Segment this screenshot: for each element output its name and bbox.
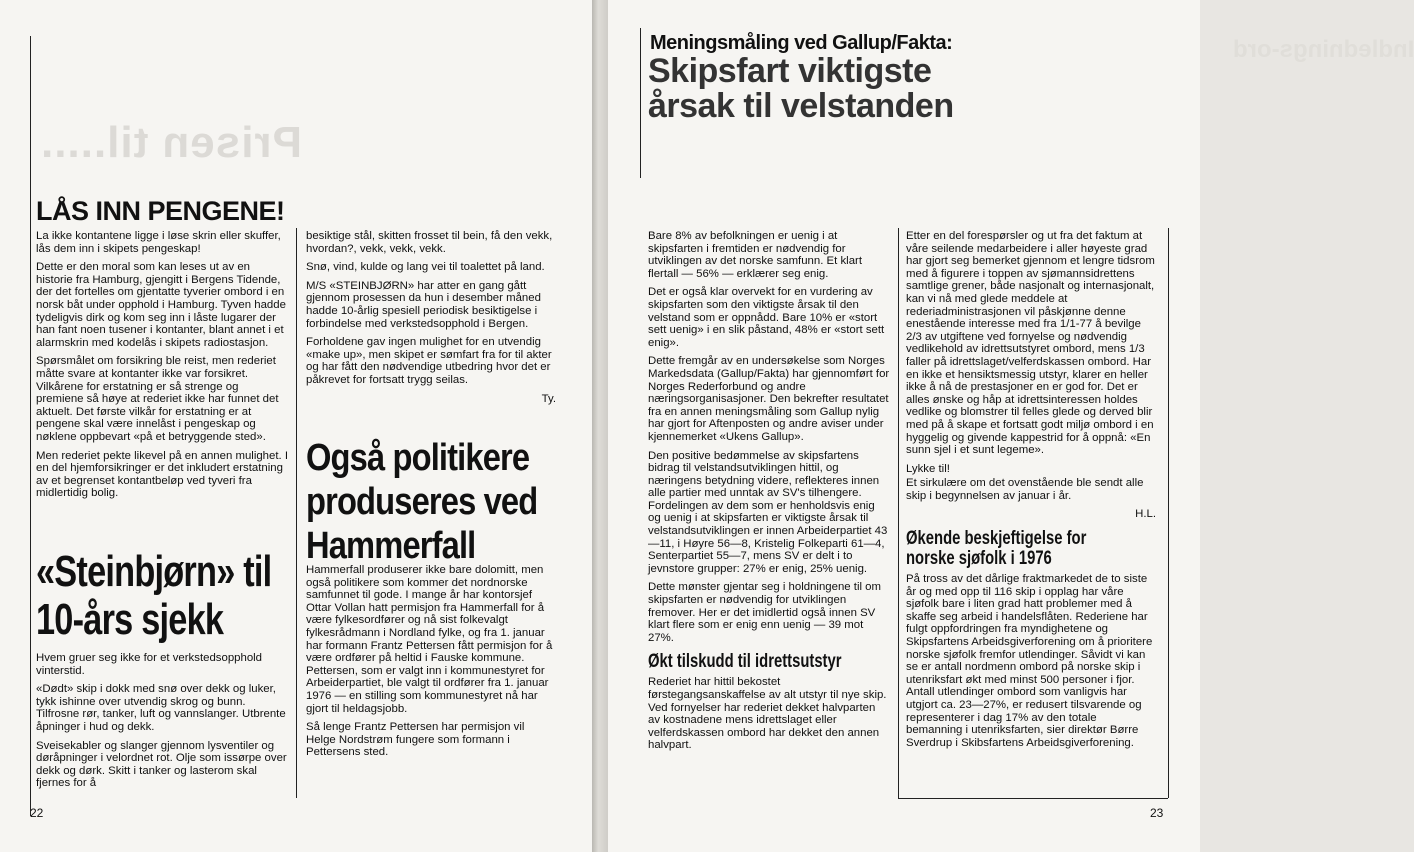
paragraph: Forholdene gav ingen mulighet for en utvendig «make up», men skipet er sømfart fra for til akter og har fått den nødvendige utbedring hvor det er påkrevet for fortsatt trygg seilas.	[306, 336, 552, 386]
signature: H.L.	[1135, 508, 1156, 521]
paragraph: Etter en del forespørsler og ut fra det faktum at våre seilende medarbeidere i aller høyeste grad har gjort seg bemerket gjennom et lengre tidsrom med å figurere i toppen av sjømannsidrettens samtlige grener, både nasjonalt og internasjonalt, kan vi nå med glede meddele at rederiadministrasjonen vil påskjønne denne enestående interesse med fra 1/1-77 å bevilge 2/3 av utgiftene ved fornyelse og nødvendig vedlikehold av idrettsutstyret ombord, mens 1/3 faller på idrettslaget/velferdskassen ombord. Har en ikke et hensiktsmessig utstyr, klarer en heller ikke å nå de prestasjoner en er god for. Det er alles ønske og håp at idrettsinteressen holdes vedlike og blomstrer til felles glede og derved blir med på å skape et fortsatt godt miljø ombord i en hyggelig og givende kappestrid for å oppnå: «En sunn sjel i et sunt legeme».	[906, 230, 1155, 457]
paragraph: La ikke kontantene ligge i løse skrin eller skuffer, lås dem inn i skipets pengeskap!	[36, 230, 281, 255]
headline-okende-beskjeftigelse: Økende beskjeftigelse for norske sjøfolk i 1976	[906, 528, 1087, 570]
paragraph: Hvem gruer seg ikke for et verkstedsopphold vinterstid.	[36, 652, 263, 677]
headline-okt-tilskudd: Økt tilskudd til idrettsutstyr	[648, 651, 842, 673]
show-through-text: Prisen til.....	[40, 118, 302, 167]
headline-las-inn-pengene: LÅS INN PENGENE!	[36, 196, 285, 226]
paragraph: Dette er den moral som kan leses ut av en historie fra Hamburg, gjengitt i Bergens Tidende, der det fortelles om gjentatte tyverier ombord i en norsk båt under opphold i Hamburg. Tyven hadde tydeligvis dirk og kom seg inn i låste lugarer der han fant noen tusener i kontanter, blant annet i et alarmskrin med kodelås i skipets radiostasjon.	[36, 261, 286, 349]
main-headline: Skipsfart viktigste årsak til velstanden	[648, 52, 954, 125]
page-number: 22	[30, 806, 44, 820]
paragraph: besiktige stål, skitten frosset til bein, få den vekk, hvordan?, vekk, vekk, vekk.	[306, 230, 553, 255]
paragraph: Et sirkulære om det ovenstående ble sendt alle skip i begynnelsen av januar i år.	[906, 477, 1144, 502]
paragraph: Dette mønster gjentar seg i holdningene til om skipsfarten er nødvendig for utviklingen fremover. Her er det imidlertid også innen SV klart flere som er enig enn uenig — 39 mot 27%.	[648, 581, 881, 644]
paragraph: Lykke til!	[906, 462, 950, 475]
header-rule	[640, 28, 641, 178]
box-bottom-rule	[898, 798, 1168, 799]
page-number: 23	[1150, 806, 1164, 820]
left-margin-rule	[30, 36, 31, 816]
left-col2b	[306, 564, 556, 765]
signature: Ty.	[541, 392, 556, 405]
paragraph: «Dødt» skip i dokk med snø over dekk og luker, tykk ishinne over utvendig skrog og bunn. Tilfrosne rør, tanker, luft og vannslanger. Utbrente åpninger i hud og dekk.	[36, 683, 286, 733]
left-col2	[306, 230, 556, 411]
headline-ogsa-politikere: Også politikere produseres ved Hammerfall	[306, 437, 538, 567]
paragraph: Men rederiet pekte likevel på en annen mulighet. I en del hjemforsikringer er det inkludert erstatning av et begrenset kontantbeløp ved tyveri fra midlertidig bolig.	[36, 449, 289, 500]
paragraph: Så lenge Frantz Pettersen har permisjon vil Helge Nordstrøm fungere som formann i Pettersens sted.	[306, 721, 525, 759]
paragraph: Snø, vind, kulde og lang vei til toalettet på land.	[306, 261, 545, 274]
left-col1b	[36, 652, 288, 796]
paragraph: På tross av det dårlige fraktmarkedet de to siste år og med opp til 116 skip i opplag har våre sjøfolk bare i liten grad hatt problemer med å skaffe seg arbeid i handelsflåten. Rederiene har fulgt oppfordringen fra myndighetene og Skipsfartens Arbeidsgiverforening om å prioritere norske sjøfolk fremfor utlendinger. Såvidt vi kan se er antall nordmenn ombord på norske skip i utenriksfart økt med minst 500 personer i fjor. Antall utlendinger ombord som vanligvis har utgjort ca. 23—27%, er redusert tilsvarende og representerer i dag 17% av den totale bemanning i utenriksfarten, sier direktør Børre Sverdrup i Skibsfartens Arbeidsgiverforening.	[906, 573, 1153, 749]
right-margin-rule	[1168, 228, 1169, 798]
column-rule	[898, 228, 899, 798]
paragraph: Det er også klar overvekt for en vurdering av skipsfarten som den viktigste årsak til den velstand som er oppnådd. Bare 10% er «stort sett uenig» i en slik påstand, 48% er «stort sett enig».	[648, 286, 885, 349]
paragraph: Spørsmålet om forsikring ble reist, men rederiet måtte svare at kontanter ikke var forsikret. Vilkårene for erstatning er så strenge og premiene så høye at rederiet ikke har funnet det aktuelt. Det første vilkår for erstatning er at pengene skal være innelåst i pengeskap og nøklene oppbevart «på et betryggende sted».	[36, 355, 279, 443]
paragraph: Rederiet har hittil bekostet førstegangsanskaffelse av alt utstyr til nye skip. Ved fornyelser har rederiet dekket halvparten av kostnadene mens idrettslaget eller velferdskassen ombord har dekket den annen halvpart.	[648, 676, 887, 752]
book-gutter	[592, 0, 608, 852]
paragraph: M/S «STEINBJØRN» har atter en gang gått gjennom prosessen da hun i desember måned hadde 10-årlig spesiell periodisk besiktigelse i forbindelse med verkstedsopphold i Bergen.	[306, 279, 541, 330]
column-rule	[296, 228, 297, 798]
left-page	[0, 0, 592, 852]
left-col1	[36, 230, 288, 506]
headline-steinbjorn: «Steinbjørn» til 10-års sjekk	[36, 547, 272, 644]
kicker: Meningsmåling ved Gallup/Fakta:	[650, 32, 953, 54]
paragraph: Hammerfall produserer ikke bare dolomitt, men også politikere som kommer det nordnorske samfunnet til gode. I mange år har kontorsjef Ottar Vollan hatt permisjon fra Hammerfall for å være fylkesordfører og nå sist folkevalgt fylkesrådmann i Nordland fylke, og fra 1. januar har formann Frantz Pettersen fått permisjon for å være ordfører på heltid i Fauske kommune. Pettersen, som er valgt inn i kommunestyret for Arbeiderpartiet, ble valgt til ordfører fra 1. januar 1976 — en stilling som kommunestyret nå har gjort til heldagsjobb.	[306, 564, 553, 715]
paragraph: Sveisekabler og slanger gjennom lysventiler og døråpninger i velordnet rot. Olje som issørpe over dekk og dørk. Skitt i tanker og lasterom skal fjernes for å	[36, 739, 287, 790]
right-col1	[648, 230, 890, 758]
paragraph: Dette fremgår av en undersøkelse som Norges Markedsdata (Gallup/Fakta) har gjennomført for Norges Rederforbund og andre næringsorganisasjoner. Den bekrefter resultatet fra en annen meningsmåling som Gallup nylig har gjort for Aftenposten og andre aviser under kjennemerket «Ukens Gallup».	[648, 355, 890, 443]
paragraph: Den positive bedømmelse av skipsfartens bidrag til velstandsutviklingen hittil, og næringens betydning videre, reflekteres innen alle partier med unntak av SV's tilhengere. Fordelingen av dem som er henholdsvis enig og uenig i at skipsfarten er viktigste årsak til velstandsutviklingen er innen Arbeiderpartiet 43—11, i Høyre 56—8, Kristelig Folkeparti 61—4, Senterpartiet 55—7, mens SV er delt i to jevnstore grupper: 27% er enig, 25% uenig.	[648, 449, 888, 575]
show-through-text: Indlednings-ord	[1233, 36, 1414, 63]
right-page	[608, 0, 1414, 852]
paragraph: Bare 8% av befolkningen er uenig i at skipsfarten i fremtiden er nødvendig for utviklingen av det norske samfunn. Et klart flertall — 56% — erklærer seg enig.	[648, 230, 862, 280]
right-col2	[906, 230, 1156, 755]
